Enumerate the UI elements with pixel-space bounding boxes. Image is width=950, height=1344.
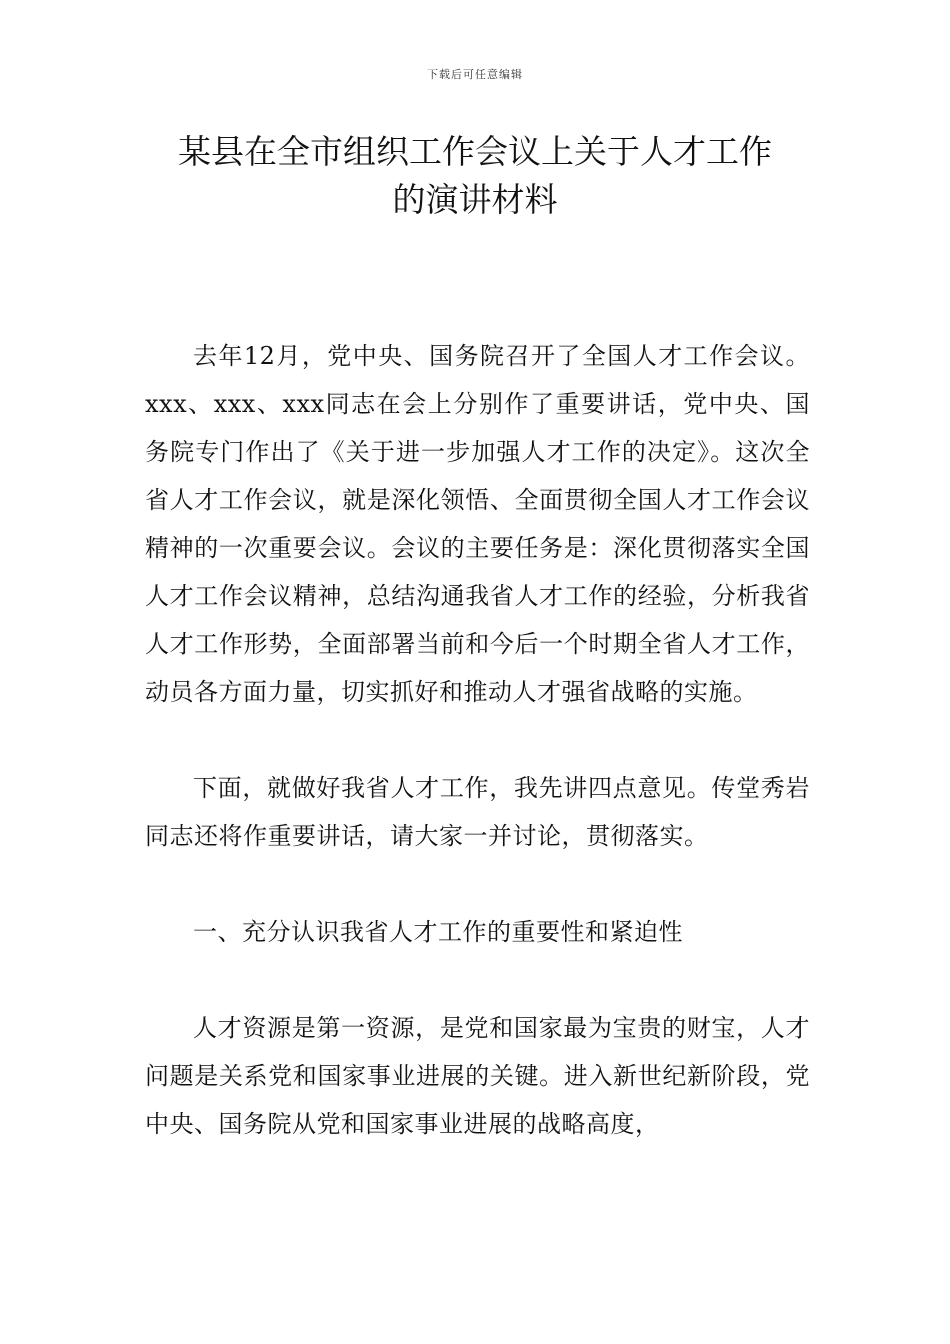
- paragraph-intro: 去年12月，党中央、国务院召开了全国人才工作会议。xxx、xxx、xxx同志在会上分别作了重要讲话，党中央、国务院专门作出了《关于进一步加强人才工作的决定》。这次全省人才工作会议，就是深化领悟、全面贯彻全国人才工作会议精神的一次重要会议。会议的主要任务是：深化贯彻落实全国人才工作会议精神，总结沟通我省人才工作的经验，分析我省人才工作形势，全面部署当前和今后一个时期全省人才工作，动员各方面力量，切实抓好和推动人才强省战略的实施。: [145, 342, 810, 706]
- document-body: [145, 332, 810, 1148]
- title-line-2: 的演讲材料: [392, 180, 558, 219]
- paragraph-section-1: 人才资源是第一资源，是党和国家最为宝贵的财宝，人才问题是关系党和国家事业进展的关键。进入新世纪新阶段，党中央、国务院从党和国家事业进展的战略高度，: [145, 1014, 810, 1138]
- header-note: 下载后可任意编辑: [427, 68, 523, 81]
- title-line-1: 某县在全市组织工作会议上关于人才工作: [178, 132, 772, 171]
- section-heading-1: 一、充分认识我省人才工作的重要性和紧迫性: [193, 918, 683, 946]
- paragraph-gap: [145, 716, 810, 764]
- paragraph-gap: [145, 956, 810, 1004]
- paragraph-gap: [145, 860, 810, 908]
- document-title: [0, 128, 950, 224]
- paragraph-outline: 下面，就做好我省人才工作，我先讲四点意见。传堂秀岩同志还将作重要讲话，请大家一并讨论，贯彻落实。: [145, 774, 810, 850]
